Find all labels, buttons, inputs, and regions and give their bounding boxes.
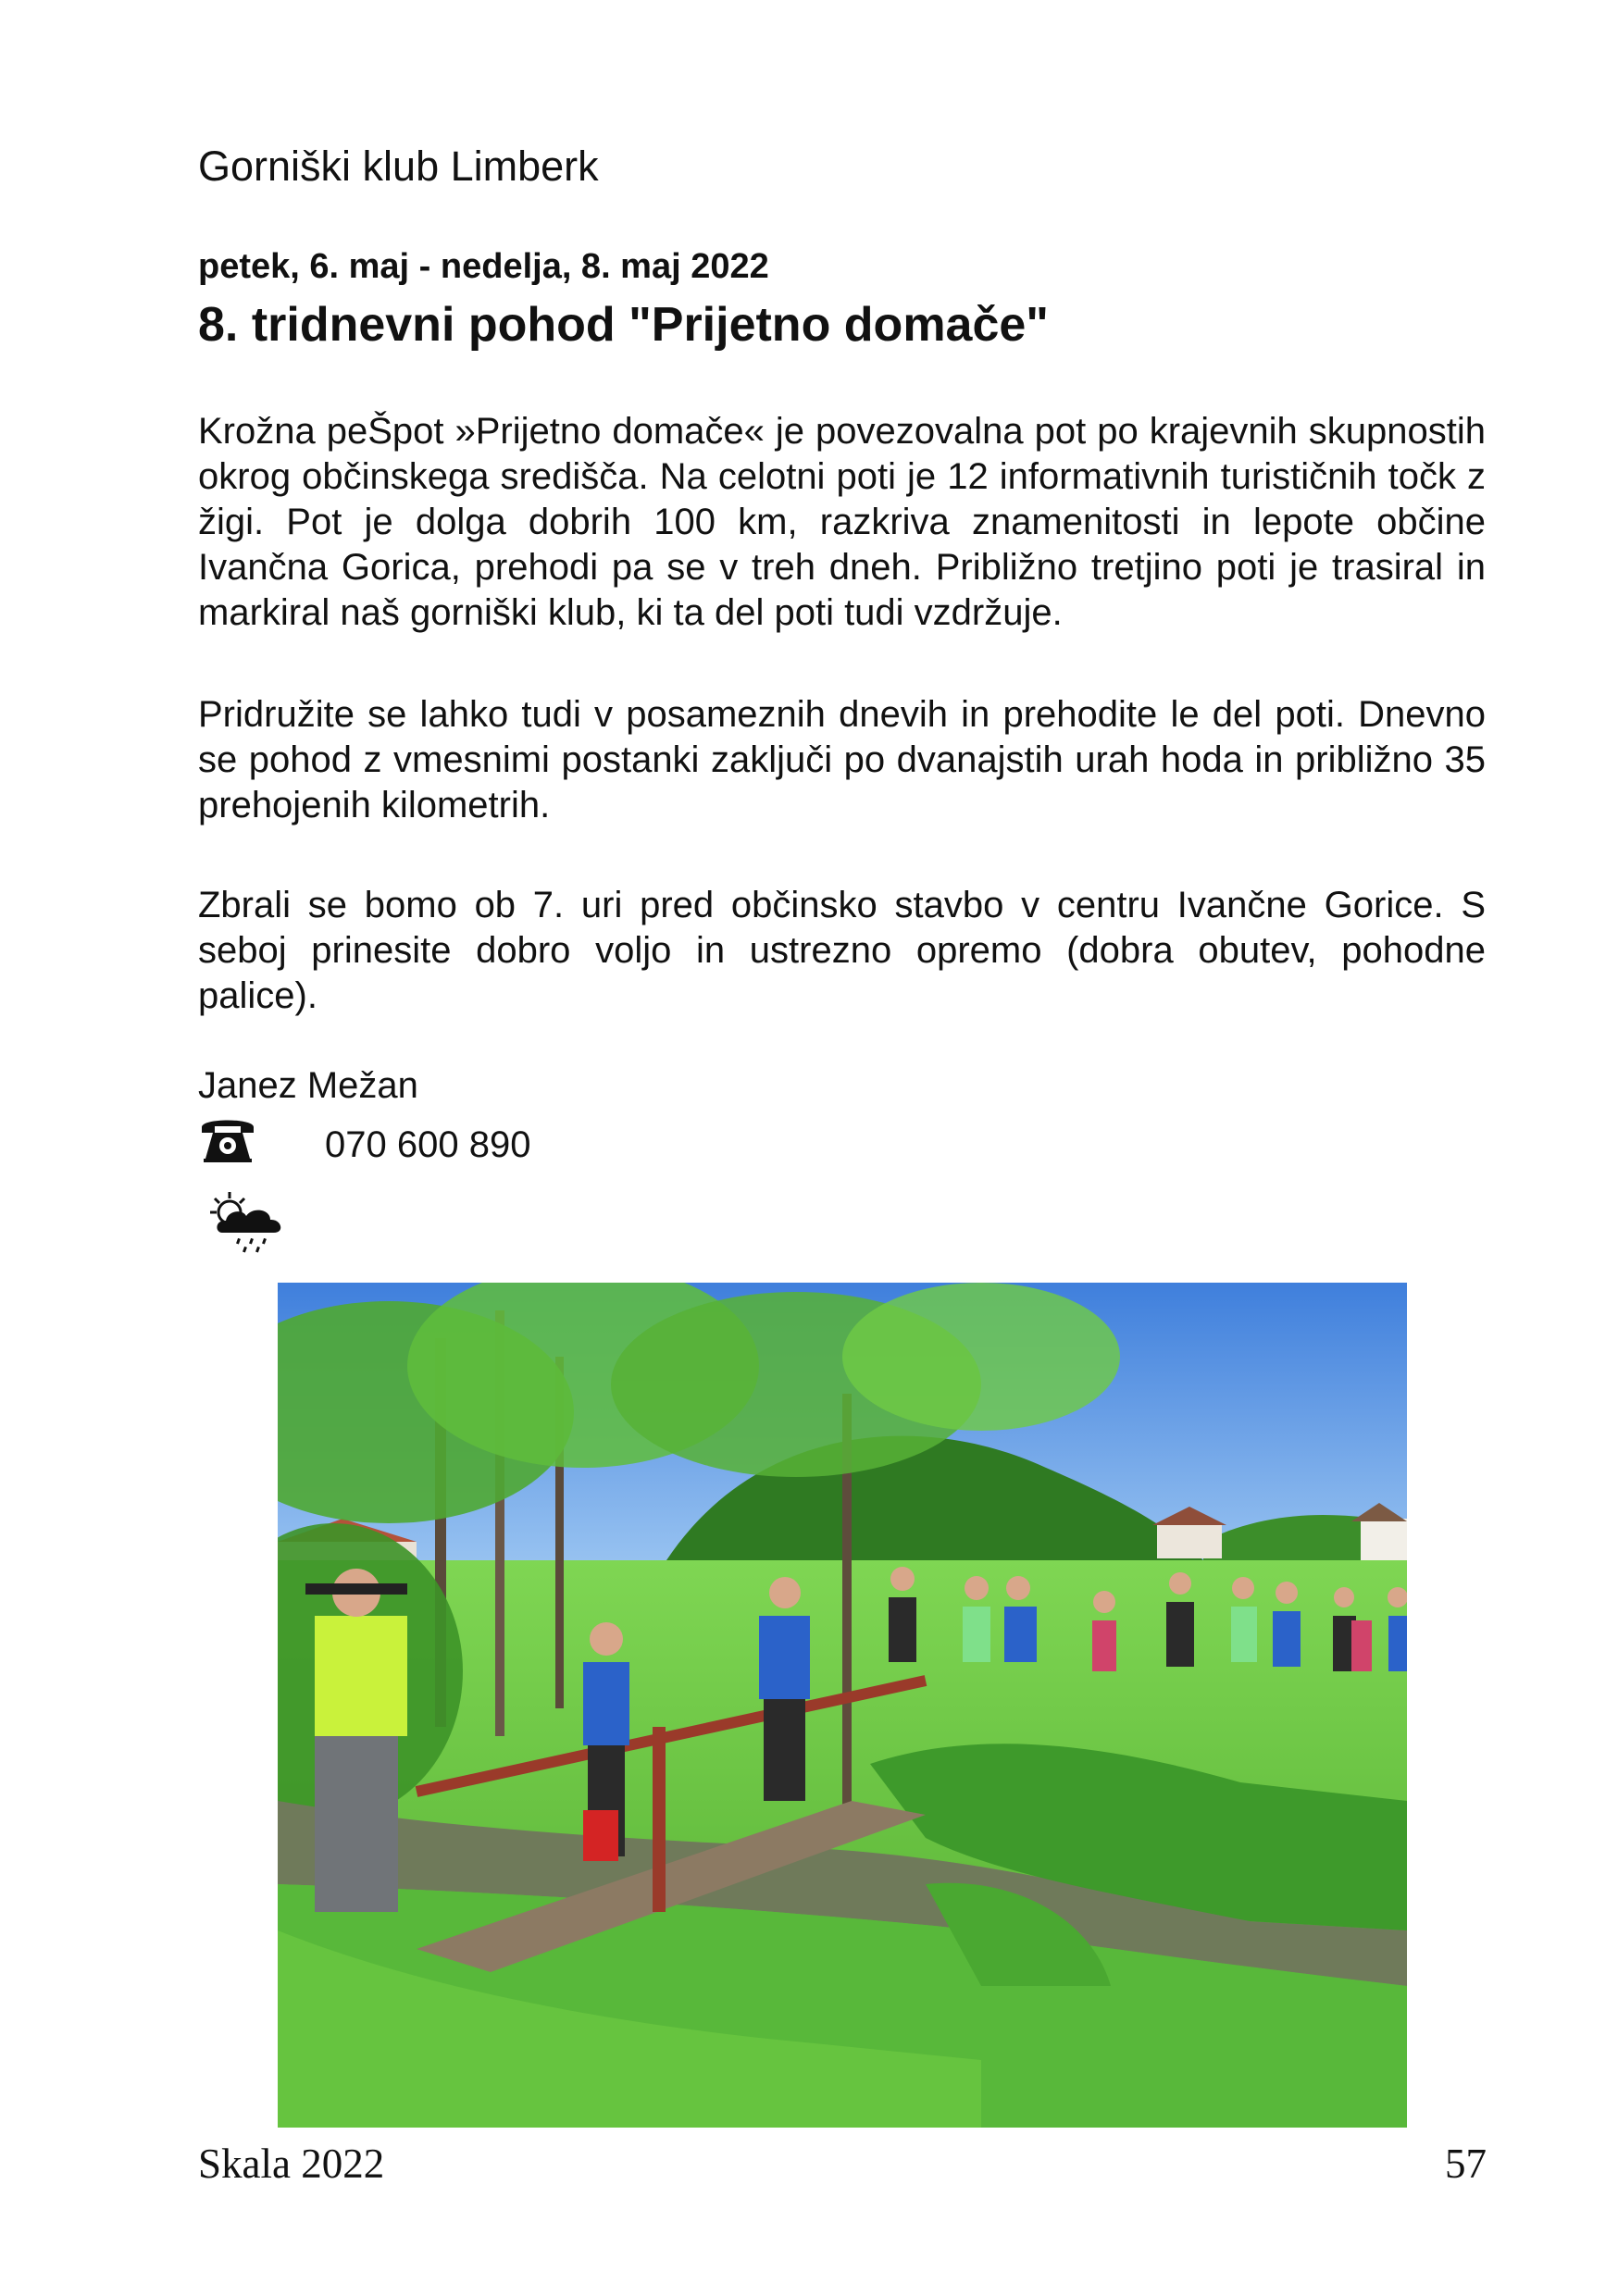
event-title: 8. tridnevni pohod "Prijetno domače"	[198, 298, 1049, 352]
paragraph-route: Krožna peŠpot »Prijetno domače« je povezovalna pot po krajevnih skupnostih okrog občinskega središča. Na celotni poti je 12 informativnih turističnih točk z žigi. Pot je dolga dobrih 100 km, razkriva znamenitosti in lepote občine Ivančna Gorica, prehodi pa se v treh dneh. Približno tretjino poti je trasiral in markiral naš gorniški klub, ki ta del poti tudi vzdržuje.	[198, 411, 1486, 633]
footer-publication: Skala 2022	[198, 2141, 385, 2187]
contact-name: Janez Mežan	[198, 1065, 418, 1106]
telephone-icon	[198, 1112, 257, 1164]
event-date: petek, 6. maj - nedelja, 8. maj 2022	[198, 247, 769, 286]
paragraph-join: Pridružite se lahko tudi v posameznih dnevih in prehodite le del poti. Dnevno se pohod z vmesnimi postanki zaključi po dvanajstih urah hoda in približno 35 prehojenih kilometrih.	[198, 694, 1486, 825]
hiking-group-photo	[278, 1283, 1407, 2128]
sun-cloud-rain-icon	[209, 1190, 289, 1255]
contact-phone: 070 600 890	[325, 1124, 531, 1165]
page-number: 57	[1445, 2141, 1487, 2187]
club-name: Gorniški klub Limberk	[198, 143, 599, 190]
paragraph-meeting: Zbrali se bomo ob 7. uri pred občinsko stavbo v centru Ivančne Gorice. S seboj prinesite dobro voljo in ustrezno opremo (dobra obutev, pohodne palice).	[198, 885, 1486, 1016]
